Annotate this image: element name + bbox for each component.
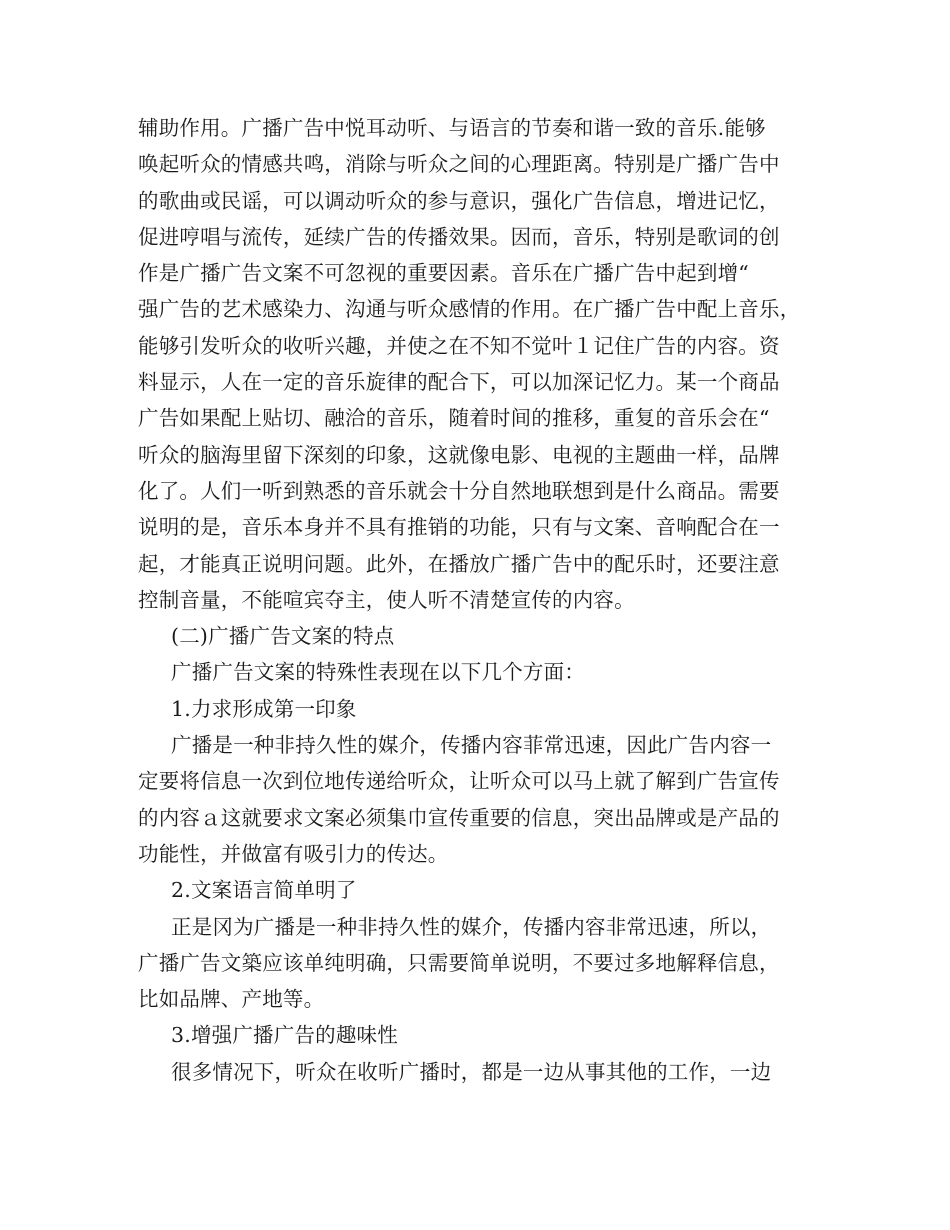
document-body xyxy=(138,110,828,1090)
paragraph-line: 能够引发听众的收听兴趣，并使之在不知不觉叶１记住广告的内容。资 xyxy=(138,333,780,358)
paragraph-line: 强广告的艺术感染力、沟通与听众感情的作用。在广播广告中配上音乐， xyxy=(138,297,801,322)
point-2-line: 比如品牌、产地等。 xyxy=(138,987,325,1012)
section-intro: 广播广告文案的特殊性表现在以下几个方面： xyxy=(171,660,585,685)
point-1-line: 广播是一种非持久性的媒介，传播内容菲常迅速，因此广告内容一 xyxy=(171,733,772,758)
paragraph-line: 化了。人们一听到熟悉的音乐就会十分自然地联想到是什么商品。需要 xyxy=(138,478,780,503)
point-1-line: 的内容ａ这就要求文案必须集巾宣传重要的信息，突出品牌或是产品的 xyxy=(138,805,780,830)
point-1-line: 定要将信息一次到位地传递给听众，让听众可以马上就了解到广告宣传 xyxy=(138,769,780,794)
paragraph-line: 的歌曲或民谣，可以调动听众的参与意识，强化广告信息，增进记忆， xyxy=(138,188,780,213)
point-3-title: 3.增强广播广告的趣味性 xyxy=(171,1023,398,1048)
paragraph-line: 控制音量，不能喧宾夺主，使人听不清楚宣传的内容。 xyxy=(138,587,635,612)
paragraph-line: 促进哼唱与流传，延续广告的传播效果。因而，音乐，特别是歌词的创 xyxy=(138,224,780,249)
paragraph-line: 广告如果配上贴切、融洽的音乐，随着时间的推移，重复的音乐会在“ xyxy=(138,406,770,431)
point-1-line: 功能性，并做富有吸引力的传达。 xyxy=(138,841,449,866)
paragraph-line: 起，才能真正说明问题。此外，在播放广播广告中的配乐时，还要注意 xyxy=(138,551,780,576)
section-heading: (二)广播广告文案的特点 xyxy=(171,624,395,649)
paragraph-line: 料显示，人在一定的音乐旋律的配合下，可以加深记忆力。某一个商品 xyxy=(138,370,780,395)
point-3-line: 很多情况下，听众在收听广播时，都是一边从事其他的工作，一边 xyxy=(171,1059,772,1084)
paragraph-line: 听众的脑海里留下深刻的印象，这就像电影、电视的主题曲一样，品牌 xyxy=(138,442,780,467)
paragraph-line: 作是广播广告文案不可忽视的重要因素。音乐在广播广告中起到增“ xyxy=(138,261,749,286)
point-2-title: 2.文案语言简单明了 xyxy=(171,878,357,903)
point-2-line: 正是冈为广播是一种非持久性的媒介，传播内容非常迅速，所以， xyxy=(171,914,772,939)
point-1-title: 1.力求形成第一印象 xyxy=(171,696,357,721)
paragraph-line: 辅助作用。广播广告中悦耳动听、与语言的节奏和谐一致的音乐.能够 xyxy=(138,116,766,140)
paragraph-line: 唤起听众的情感共鸣，消除与听众之间的心理距离。特别是广播广告中 xyxy=(138,152,780,177)
point-2-line: 广播广告文築应该单纯明确，只需要简单说明，不要过多地解释信息， xyxy=(138,950,780,975)
paragraph-line: 说明的是，音乐本身并不具有推销的功能，只有与文案、音响配合在一 xyxy=(138,515,780,540)
